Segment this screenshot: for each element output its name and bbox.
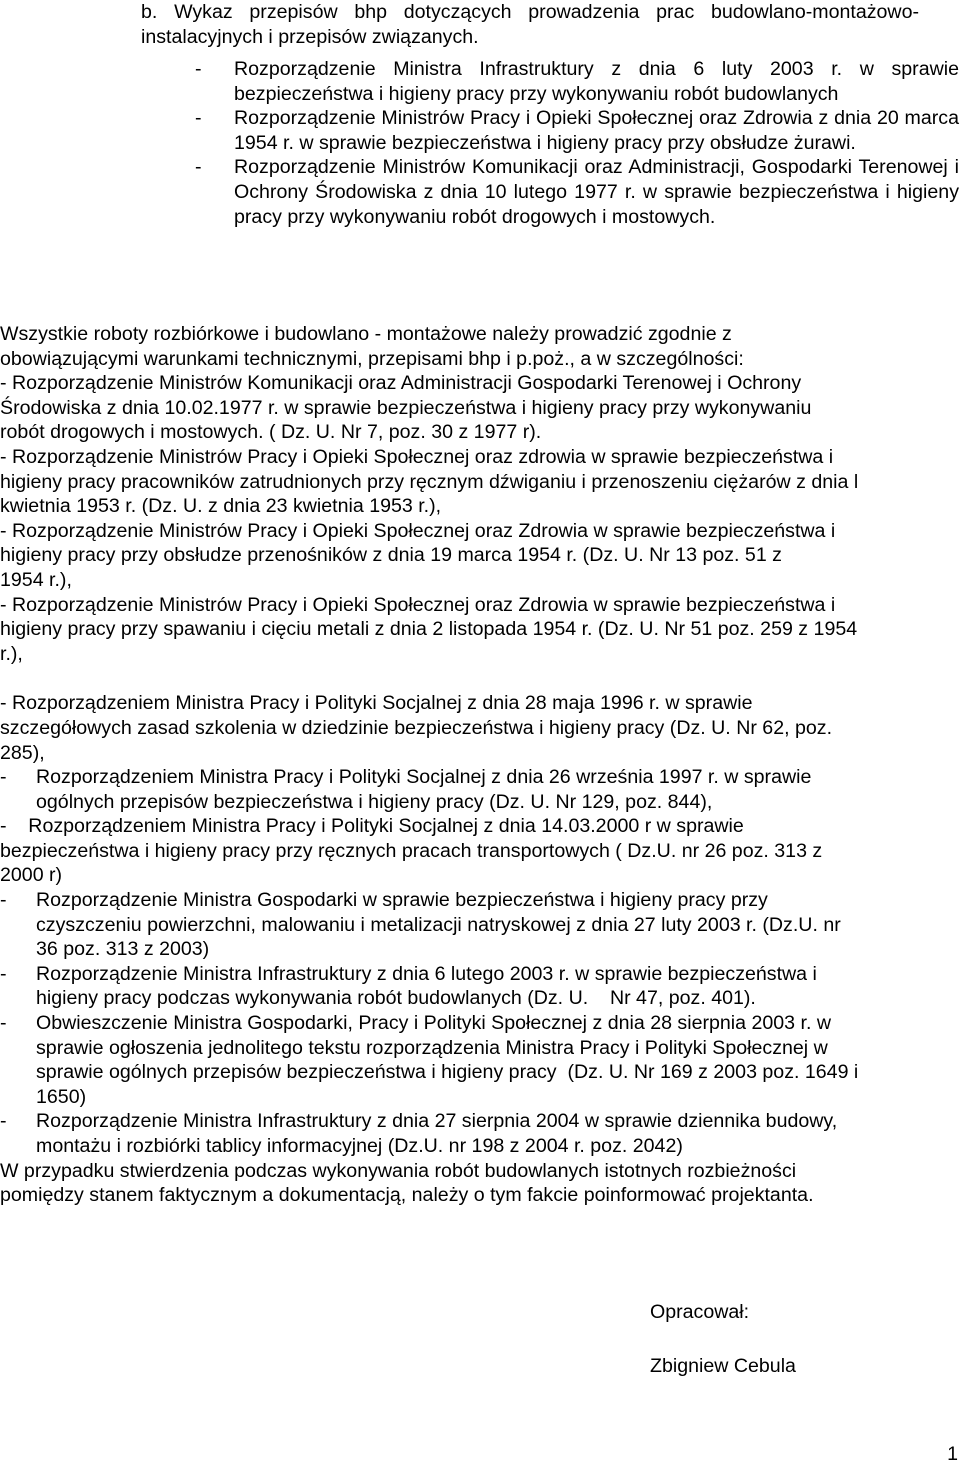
second-paragraph xyxy=(0,691,958,765)
intro-list-item-text: Rozporządzenie Ministrów Pracy i Opieki Społecznej oraz Zdrowia z dnia 20 marca 1954 r. w sprawie bezpieczeństwa i higieny pracy przy obsłudze żurawi. xyxy=(234,107,959,154)
text-line: 1954 r.), xyxy=(0,568,72,591)
list-dash: - xyxy=(0,1110,7,1133)
text-line: - Rozporządzenie Ministrów Pracy i Opieki Społecznej oraz Zdrowia w sprawie bezpieczeństwa i xyxy=(0,593,836,616)
list-dash: - xyxy=(0,766,7,789)
text-line: obowiązującymi warunkami technicznymi, przepisami bhp i p.poż., a w szczególności: xyxy=(0,347,744,370)
text-line: bezpieczeństwa i higieny pracy przy ręcznych pracach transportowych ( Dz.U. nr 26 poz. 313 z xyxy=(0,839,823,862)
paragraph-spacer xyxy=(0,666,958,691)
text-line: kwietnia 1953 r. (Dz. U. z dnia 23 kwietnia 1953 r.), xyxy=(0,495,442,518)
text-line: higieny pracy przy spawaniu i cięciu metali z dnia 2 listopada 1954 r. (Dz. U. Nr 51 poz. 259 z 1954 xyxy=(0,618,858,641)
text-line: higieny pracy podczas wykonywania robót budowlanych (Dz. U. Nr 47, poz. 401). xyxy=(36,987,756,1010)
text-line: pomiędzy stanem faktycznym a dokumentacją, należy o tym fakcie poinformować projektanta. xyxy=(0,1184,814,1207)
regulation-list-item xyxy=(0,962,958,1011)
text-line: r.), xyxy=(0,642,23,665)
regulation-list-item xyxy=(0,888,958,962)
text-line: Rozporządzenie Ministra Infrastruktury z dnia 6 lutego 2003 r. w sprawie bezpieczeństwa i xyxy=(36,962,817,985)
list-dash: - xyxy=(195,107,202,130)
text-line: 36 poz. 313 z 2003) xyxy=(36,938,210,961)
text-line: montażu i rozbiórki tablicy informacyjnej (Dz.U. nr 198 z 2004 r. poz. 2042) xyxy=(36,1135,683,1157)
text-line: 2000 r) xyxy=(0,864,63,887)
text-line: 1650) xyxy=(36,1085,87,1108)
regulation-list-item xyxy=(0,1109,958,1158)
list-dash: - xyxy=(0,962,7,985)
text-line: - Rozporządzenie Ministrów Pracy i Opieki Społecznej oraz Zdrowia w sprawie bezpieczeństwa i xyxy=(0,519,836,542)
regulation-list-item xyxy=(0,1011,958,1109)
intro-regulation-list xyxy=(195,57,959,229)
list-dash: - xyxy=(0,889,7,912)
text-line: Obwieszczenie Ministra Gospodarki, Pracy i Polityki Społecznej z dnia 28 sierpnia 2003 r. w xyxy=(36,1012,832,1035)
text-line: czyszczeniu powierzchni, malowaniu i metalizacji natryskowej z dnia 27 luty 2003 r. (Dz.U. nr xyxy=(36,913,841,936)
list-dash: - xyxy=(0,1012,7,1035)
text-line: - Rozporządzenie Ministrów Pracy i Opieki Społecznej oraz zdrowia w sprawie bezpieczeństwa i xyxy=(0,445,834,468)
text-line: Rozporządzeniem Ministra Pracy i Polityki Socjalnej z dnia 26 września 1997 r. w sprawie xyxy=(36,766,812,789)
list-dash: - xyxy=(195,58,202,80)
text-line: - Rozporządzenie Ministrów Komunikacji oraz Administracji Gospodarki Terenowej i Ochrony xyxy=(0,372,802,395)
intro-list-item xyxy=(195,106,959,155)
section-heading: b. Wykaz przepisów bhp dotyczących prowadzenia prac budowlano-montażowo-instalacyjnych i przepisów związanych. xyxy=(141,1,919,48)
text-line: sprawie ogłoszenia jednolitego tekstu rozporządzenia Ministra Pracy i Polityki Społecznej w xyxy=(36,1036,828,1059)
main-paragraph xyxy=(0,322,958,666)
text-line: higieny pracy pracowników zatrudnionych przy ręcznym dźwiganiu i przenoszeniu ciężarów z dnia l xyxy=(0,470,859,493)
intro-list-item xyxy=(195,155,959,229)
intro-list-item-text: Rozporządzenie Ministrów Komunikacji oraz Administracji, Gospodarki Terenowej i Ochrony Środowiska z dnia 10 lutego 1977 r. w sprawie bezpieczeństwa i higieny pracy przy wykonywaniu robót drogowych i mostowych. xyxy=(234,156,959,228)
intro-list-item xyxy=(195,57,959,106)
text-line: ogólnych przepisów bezpieczeństwa i higieny pracy (Dz. U. Nr 129, poz. 844), xyxy=(36,790,713,813)
text-line: szczegółowych zasad szkolenia w dziedzinie bezpieczeństwa i higieny pracy (Dz. U. Nr 62, poz. xyxy=(0,716,833,739)
signature-block xyxy=(650,1300,950,1408)
regulation-item-2000 xyxy=(0,814,958,888)
text-line: Rozporządzenie Ministra Gospodarki w sprawie bezpieczeństwa i higieny pracy przy xyxy=(36,889,768,912)
text-line: 285), xyxy=(0,741,45,764)
text-line: higieny pracy przy obsłudze przenośników z dnia 19 marca 1954 r. (Dz. U. Nr 13 poz. 51 z xyxy=(0,544,782,567)
text-line: sprawie ogólnych przepisów bezpieczeństwa i higieny pracy (Dz. U. Nr 169 z 2003 poz. 1649 i xyxy=(36,1061,859,1084)
signature-name: Zbigniew Cebula xyxy=(650,1355,796,1377)
intro-list-item-text: Rozporządzenie Ministra Infrastruktury z dnia 6 luty 2003 r. w sprawie bezpieczeństwa i higieny pracy przy wykonywaniu robót budowlanych xyxy=(234,58,959,105)
text-line: - Rozporządzeniem Ministra Pracy i Polityki Socjalnej z dnia 28 maja 1996 r. w sprawie xyxy=(0,692,753,715)
text-line: robót drogowych i mostowych. ( Dz. U. Nr 7, poz. 30 z 1977 r). xyxy=(0,421,542,444)
list-dash: - xyxy=(195,156,202,179)
closing-paragraph xyxy=(0,1159,958,1208)
text-line: - Rozporządzeniem Ministra Pracy i Polityki Socjalnej z dnia 14.03.2000 r w sprawie xyxy=(0,815,744,838)
regulation-item-1997 xyxy=(0,765,958,814)
text-line: Rozporządzenie Ministra Infrastruktury z dnia 27 sierpnia 2004 w sprawie dziennika budowy, xyxy=(36,1110,838,1133)
text-line: Środowiska z dnia 10.02.1977 r. w sprawie bezpieczeństwa i higieny pracy przy wykonywaniu xyxy=(0,396,812,419)
text-line: W przypadku stwierdzenia podczas wykonywania robót budowlanych istotnych rozbieżności xyxy=(0,1159,797,1182)
signature-label: Opracował: xyxy=(650,1301,750,1323)
page-number: 1 xyxy=(947,1443,958,1465)
text-line: Wszystkie roboty rozbiórkowe i budowlano - montażowe należy prowadzić zgodnie z xyxy=(0,323,732,345)
main-body xyxy=(0,322,958,1208)
